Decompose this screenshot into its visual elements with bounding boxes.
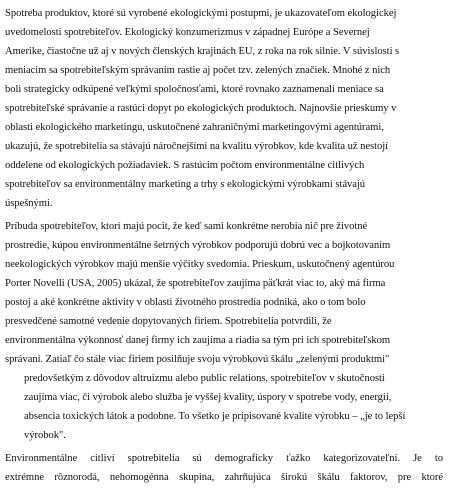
text-line: zaujíma viac, či výrobok alebo služba je vyššej kvality, úspory v spotrebe vody, energií, [24, 392, 392, 403]
text-line: uvedomelosti spotrebiteľov. Ekologický konzumerizmus v západnej Európe a Severnej [5, 27, 370, 38]
text-line: meniacim sa spotrebiteľským správaním rastie aj počet tzv. zelených značiek. Mnohé z nich [5, 65, 391, 76]
text-line: extrémne rôznorodá, nehomogénna skupina, zahrňujúca širokú škálu faktorov, pre ktoré [5, 472, 443, 483]
text-line: úspešnými. [5, 198, 53, 209]
text-line: Porter Novelli (USA, 2005) ukázal, že spotrebiteľov zaujíma päťkrát viac to, aký má firma [5, 278, 386, 289]
text-line: ukazujú, že spotrebitelia sa stávajú náročnejšími na kvalitu výrobkov, kde kvalita už nestojí [5, 141, 388, 152]
text-line: predovšetkým z dôvodov altruizmu alebo public relations, spotrebiteľov v skutočnosti [24, 373, 385, 384]
text-line: postoj a aké konkrétne aktivity v oblasti životného prostredia podniká, ako o tom bolo [5, 297, 366, 308]
text-line: presvedčené samotné vedenie dopytovaných firiem. Spotrebitelia potvrdili, že [5, 316, 332, 327]
text-line: boli strategicky odkúpené veľkými spoločnosťami, ktoré rovnako zaznamenali meniace sa [5, 84, 384, 95]
text-line: neekologických výrobkov majú menšie výčitky svedomia. Prieskum, uskutočnený agentúrou [5, 259, 395, 270]
text-line: prostredie, kúpou environmentálne šetrných výrobkov podporujú dobrú vec a bojkotovaním [5, 240, 391, 251]
text-line: absencia toxických látok a podobne. To všetko je pripisované kvalite výrobku – „je to lepší [24, 411, 406, 422]
text-line: správaní. Zatiaľ čo stále viac firiem posilňuje svoju výrobkovú škálu „zelenými produktmi" [5, 354, 390, 365]
text-line: environmentálna výkonnosť danej firmy ich zaujíma a riadia sa tým pri ich spotrebiteľskom [5, 335, 391, 346]
text-line: Amerike, čiastočne už aj v nových členských krajinách EU, z roka na rok silnie. V súvislosti s [5, 46, 400, 57]
text-line: spotrebiteľov sa environmentálny marketing a trhy s ekologickými výrobkami stávajú [5, 179, 366, 190]
text-line: Environmentálne citliví spotrebitelia sú demograficky ťažko kategorizovateľní. Je to [5, 453, 443, 464]
text-line: oblasti ekologického marketingu, uskutočnené zahraničnými marketingovými agentúrami, [5, 122, 384, 133]
text-line: Spotreba produktov, ktoré sú vyrobené ekologickými postupmi, je ukazovateľom ekologickej [5, 8, 397, 19]
text-line: Príbuda spotrebiteľov, ktorí majú pocit, že keď sami konkrétne nerobia nič pre životné [5, 221, 368, 232]
text-line: spotrebiteľské správanie a rastúci dopyt po ekologických produktoch. Najnovšie prieskumy v [5, 103, 397, 114]
text-line: výrobok". [24, 430, 66, 441]
text-line: oddelene od ekologických požiadaviek. S rastúcim počtom environmentálne citlivých [5, 160, 365, 171]
